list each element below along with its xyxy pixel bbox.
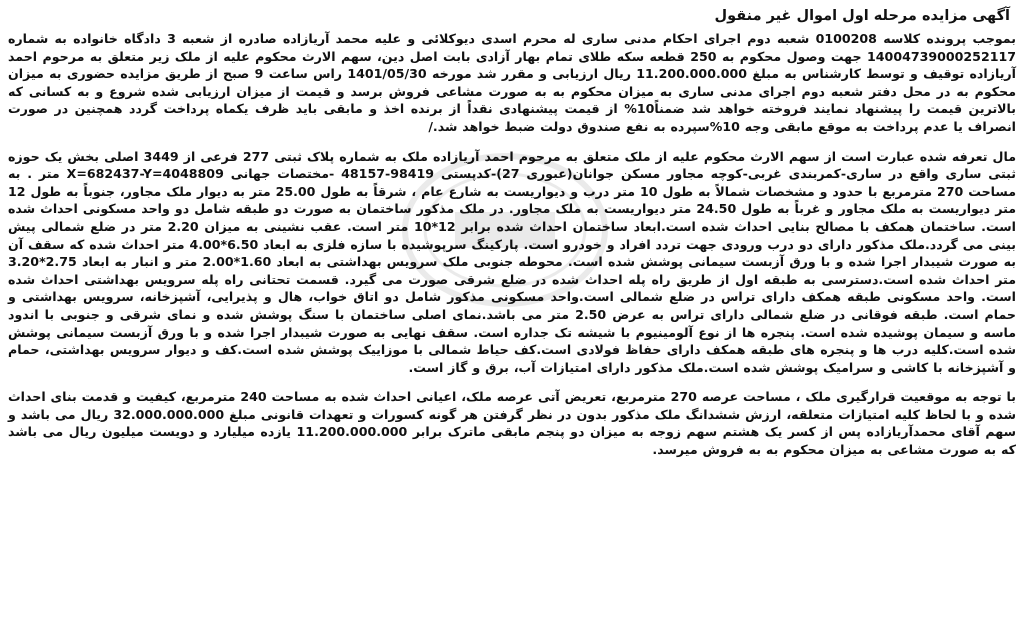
notice-paragraph-3: با توجه به موقعیت قرارگیری ملک ، مساحت عرصه 270 مترمربع، تعریض آتی عرصه ملک، اعیانی احداث شده به مساحت 240 مترمربع، کیفیت و قدمت بنای احداث شده و با لحاظ کلیه امتیازات متعلقه، ارزش ششدانگ ملک مذکور بدون در نظر گرفتن هر گونه کسورات و تعهدات قانونی مبلغ 32.000.000.000 ریال می باشد و سهم آقای محمدآریازاده پس از کسر یک هشتم سهم زوجه به میزان دو پنجم مابقی ماترک برابر 11.200.000.000 یازده میلیارد و دویست میلیون ریال می باشد که به صورت مشاعی به میزان محکوم به به فروش میرسد. [8,389,1016,458]
notice-paragraph-2: مال تعرفه شده عبارت است از سهم الارث محکوم علیه از ملک متعلق به مرحوم احمد آریازاده ملک به شماره پلاک ثبتی 277 فرعی از 3449 اصلی بخش یک حوزه ثبتی ساری واقع در ساری-کمربندی غربی-کوچه مجاور مسکن جوانان(عبوری 27)-کدپستی 98419-48157 -مختصات جهانی X=682437-Y=4048809 متر . به مساحت 270 مترمربع با حدود و مشخصات شمالاً به طول 10 متر درب و دیواریست به شارع عام ، شرقاً به طول 25.00 متر به دیوار ملک مجاور، جنوباً به طول 12 متر دیواریست به ملک مجاور و غرباً به طول 24.50 متر دیواریست به ملک مجاور. در ملک مذکور ساختمان به صورت دو طبقه شامل دو واحد مسکونی احداث شده است. ساختمان همکف با مصالح بنایی احداث شده است.ابعاد ساختمان احداث شده برابر 12*10 متر است. عقب نشینی به میزان 2.20 متر در ضلع شمالی پیش بینی می گردد.ملک مذکور دارای دو درب ورودی جهت تردد افراد و خودرو است. پارکینگ سرپوشیده با سازه فلزی به ابعاد 6.50*4.00 متر احداث شده که سقف آن به صورت شیبدار اجرا شده و با ورق آزبست سیمانی پوشش شده است. محوطه جنوبی ملک سرویس بهداشتی به ابعاد 1.60*2.00 متر و انبار به ابعاد 2.75*3.20 متر احداث شده است.دسترسی به طبقه اول از طریق راه پله احداث شده در ضلع شرقی صورت می گیرد. قسمت تحتانی راه پله سرویس بهداشتی احداث شده است. واحد مسکونی طبقه همکف دارای تراس در ضلع شمالی است.واحد مسکونی مذکور شامل دو اتاق خواب، هال و پذیرایی، آشپزخانه، سرویس بهداشتی و حمام است. طبقه فوقانی در ضلع شمالی دارای تراس به عرض 2.50 متر می باشد.نمای اصلی ساختمان با سنگ پوشش شده و نمای شرقی و جنوبی با اندود ماسه و سیمان پوشیده شده است. پنجره ها از نوع آلومینیوم با شیشه تک جداره است. سقف نهایی به صورت شیبدار اجرا شده و با ورق آزبست سیمانی پوشش شده است.کلیه درب ها و پنجره های طبقه همکف دارای حفاظ فولادی است.کف حیاط شمالی با موزاییک پوشش شده است.کف و دیوار سرویس بهداشتی، حمام و آشپزخانه با کاشی و سرامیک پوشش شده است.ملک مذکور دارای امتیازات آب، برق و گاز است. [8,148,1017,375]
notice-paragraph-1: بموجب پرونده کلاسه 0100208 شعبه دوم اجرای احکام مدنی ساری له محرم اسدی دیوکلائی و علیه محمد آریازاده صادره از شعبه 3 دادگاه خانواده به شماره 14004739000252117 جهت وصول محکوم به 250 قطعه سکه طلای تمام بهار آزادی بابت اصل دین، سهم الارث محکوم علیه از ملک زیر متعلق به مرحوم احمد آریازاده توقیف و توسط کارشناس به مبلغ 11.200.000.000 ریال ارزیابی و مقرر شد مورخه 1401/05/30 راس ساعت 9 صبح از طریق مزایده حضوری به میزان محکوم به در محل دفتر شعبه دوم اجرای مدنی ساری به میزان محکوم به به صورت مشاعی فروش برسد و قیمت از میزان ارزیابی شده شروع و به کسانی که بالاترین قیمت را پیشنهاد نمایند فروخته خواهد شد ضمناً10% از قیمت پیشنهادی نقداً از برنده اخذ و مابقی باید ظرف یکماه پرداخت گردد همچنین در صورت انصراف یا عدم پرداخت به موقع مابقی وجه 10%سپرده به نفع صندوق دولت ضبط خواهد شد./ [8,31,1017,134]
notice-title: آگهی مزایده مرحله اول اموال غیر منقول [714,8,1010,24]
